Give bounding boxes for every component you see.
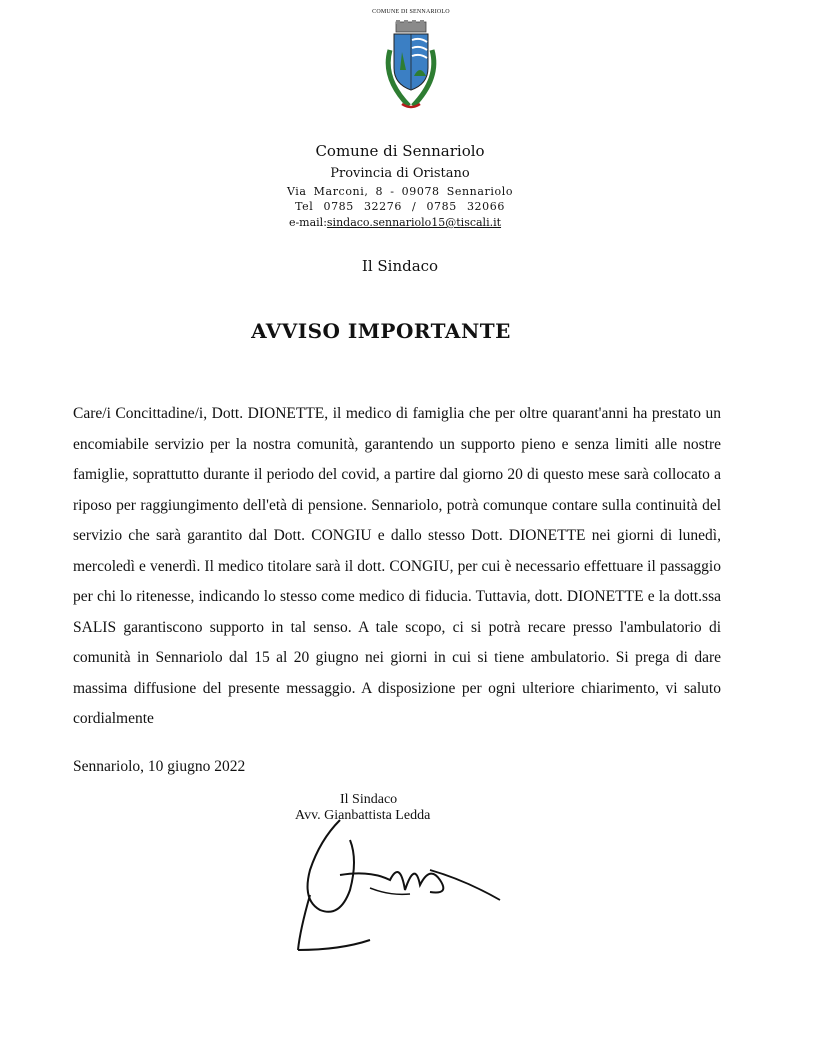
address: Via Marconi, 8 - 09078 Sennariolo: [286, 185, 514, 198]
email-label: e-mail:: [288, 216, 327, 229]
crest-label: COMUNE DI SENNARIOLO: [372, 9, 450, 15]
place-date: Sennariolo, 10 giugno 2022: [73, 758, 246, 775]
email-link[interactable]: sindaco.sennariolo15@tiscali.it: [326, 216, 502, 229]
office-heading: Il Sindaco: [361, 257, 439, 275]
notice-title: AVVISO IMPORTANTE: [251, 319, 511, 343]
signature-name: Avv. Gianbattista Ledda: [295, 808, 431, 823]
notice-body: Care/i Concittadine/i, Dott. DIONETTE, il medico di famiglia che per oltre quarant'anni ha prestato un encomiabile servizio per la nostra comunità, garantendo un supporto pieno e senza limiti alle nostre famiglie, soprattutto durante il periodo del covid, a partire dal giorno 20 di questo mese sarà collocato a riposo per raggiungimento dell'età di pensione. Sennariolo, potrà comunque contare sulla continuità del servizio che sarà garantito dal Dott. CONGIU e dallo stesso Dott. DIONETTE nei giorni di lunedì, mercoledì e venerdì. Il medico titolare sarà il dott. CONGIU, per cui è necessario effettuare il passaggio per chi lo ritenesse, indicando lo stesso come medico di fiducia. Tuttavia, dott. DIONETTE e la dott.ssa SALIS garantiscono supporto in tal senso. A tale scopo, ci si potrà recare presso l'ambulatorio di comunità in Sennariolo dal 15 al 20 giugno nei giorni in cui si tiene ambulatorio. Si prega di dare massima diffusione del presente messaggio. A disposizione per ogni ulteriore chiarimento, vi saluto cordialmente: [73, 405, 721, 727]
province-name: Provincia di Oristano: [330, 166, 470, 181]
phone-numbers: Tel 0785 32276 / 0785 32066: [295, 200, 505, 213]
handwritten-signature-icon: [280, 800, 510, 960]
municipality-name: Comune di Sennariolo: [315, 142, 485, 160]
signature-title: Il Sindaco: [340, 792, 398, 807]
municipal-crest-icon: [376, 20, 446, 112]
email-line: [0, 216, 790, 229]
